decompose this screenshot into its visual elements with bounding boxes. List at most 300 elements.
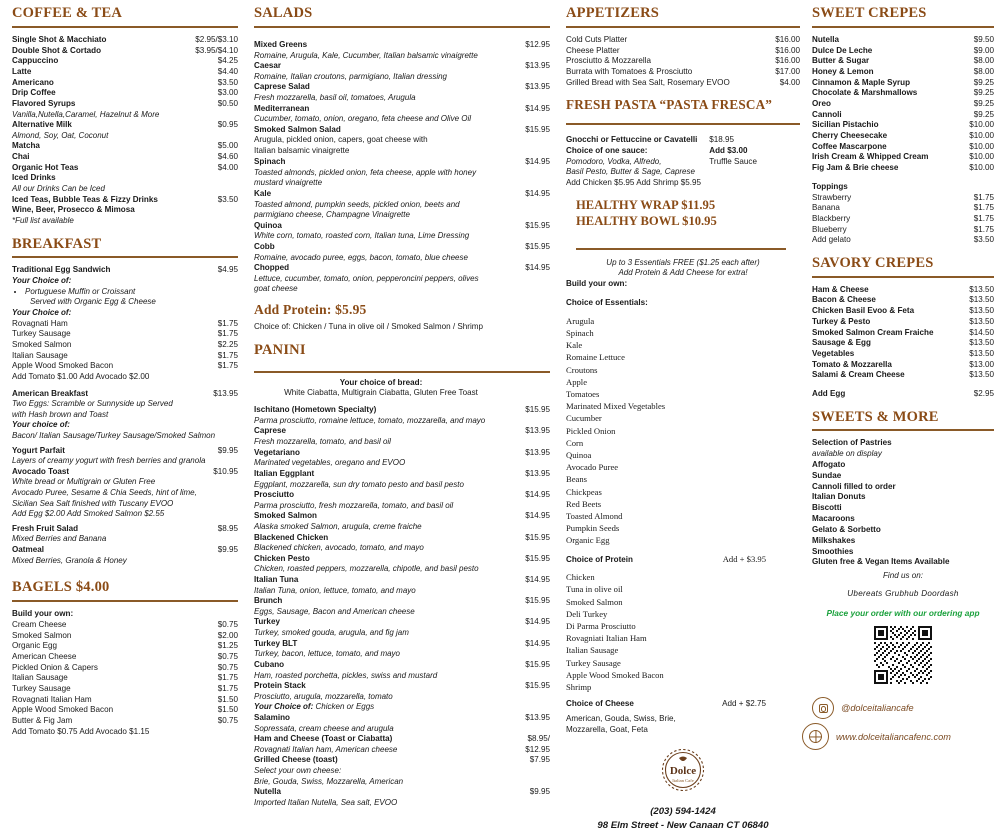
essentials-note-2: Add Protein & Add Cheese for extra! xyxy=(618,268,748,278)
item-name: Smoked Salmon xyxy=(12,630,72,640)
item-price: $9.00 xyxy=(973,45,994,55)
menu-row xyxy=(566,35,800,46)
menu-row xyxy=(12,340,238,351)
item-price: $15.95 xyxy=(525,241,550,251)
truffle-add-price: Add $3.00 xyxy=(709,145,748,155)
protein-choice-options: Chicken or Eggs xyxy=(313,702,375,712)
item-name: Nutella xyxy=(254,787,281,797)
menu-row xyxy=(812,120,994,131)
item-price: $1.75 xyxy=(217,318,238,328)
menu-row xyxy=(12,319,238,330)
item-price: $1.75 xyxy=(217,329,238,339)
item-description: Italian Tuna, onion, lettuce, tomato, and mayo xyxy=(254,585,416,595)
menu-row xyxy=(254,734,550,745)
menu-row xyxy=(812,295,994,306)
healthy-bowl-price: HEALTHY BOWL $10.95 xyxy=(576,214,717,229)
menu-row xyxy=(254,104,550,115)
item-name: Caesar xyxy=(254,61,282,71)
item-description: mustard vinaigrette xyxy=(254,178,323,188)
menu-row xyxy=(12,88,238,99)
item-name: Blueberry xyxy=(812,224,847,234)
divider xyxy=(812,429,994,431)
list-item: Chickpeas xyxy=(566,486,602,497)
list-item: Deli Turkey xyxy=(566,608,608,619)
item-name: Chicken Basil Evoo & Feta xyxy=(812,306,915,316)
item-price: $4.60 xyxy=(217,152,238,162)
item-price: $3.95/$4.10 xyxy=(195,45,238,55)
item-price: $14.95 xyxy=(525,574,550,584)
item-price: $12.95 xyxy=(525,39,550,49)
menu-row xyxy=(12,673,238,684)
item-price: $15.95 xyxy=(525,405,550,415)
item-price: $4.40 xyxy=(217,66,238,76)
menu-row xyxy=(254,221,550,232)
menu-row xyxy=(812,235,994,246)
menu-row xyxy=(812,152,994,163)
list-item: Italian Donuts xyxy=(812,492,866,502)
item-price: $9.25 xyxy=(973,77,994,87)
item-name: Banana xyxy=(812,203,840,213)
item-name: Rovagnati Ham xyxy=(12,318,68,328)
address: 98 Elm Street - New Canaan CT 06840 xyxy=(597,820,769,831)
sauce-options-line1: Pomodoro, Vodka, Alfredo, xyxy=(566,156,662,166)
sweet-crepes-list xyxy=(812,35,994,174)
divider xyxy=(576,248,786,250)
divider xyxy=(254,26,550,28)
item-description: Chicken, roasted peppers, mozzarella, chipotle, and basil pesto xyxy=(254,564,479,574)
menu-row xyxy=(12,163,238,174)
item-price: $1.75 xyxy=(217,683,238,693)
item-price: $3.50 xyxy=(973,235,994,245)
item-price: $10.00 xyxy=(969,141,994,151)
item-price: $9.25 xyxy=(973,109,994,119)
item-description: Brie, Gouda, Swiss, Mozzarella, American xyxy=(254,776,404,786)
item-name: Cherry Cheesecake xyxy=(812,130,888,140)
list-item: Marinated Mixed Vegetables xyxy=(566,401,666,412)
qr-code-image[interactable] xyxy=(874,626,932,684)
item-price-secondary: $12.95 xyxy=(525,744,550,754)
item-name: Burrata with Tomatoes & Prosciutto xyxy=(566,66,693,76)
item-description: Prosciutto, arugula, mozzarella, tomato xyxy=(254,691,393,701)
item-price: $13.95 xyxy=(525,447,550,457)
section-title-bagels: BAGELS $4.00 xyxy=(12,579,110,596)
menu-row xyxy=(12,467,238,478)
healthy-wrap-price: HEALTHY WRAP $11.95 xyxy=(576,198,716,213)
item-name: Chopped xyxy=(254,263,290,273)
item-price: $14.50 xyxy=(969,327,994,337)
menu-row xyxy=(812,99,994,110)
menu-row xyxy=(812,389,994,400)
menu-row xyxy=(254,426,550,437)
menu-row xyxy=(254,617,550,628)
menu-row xyxy=(812,142,994,153)
menu-row xyxy=(812,328,994,339)
section-title-savory-crepes: SAVORY CREPES xyxy=(812,254,934,271)
item-description: Bacon/ Italian Sausage/Turkey Sausage/Smoked Salmon xyxy=(12,431,216,441)
item-name: Organic Egg xyxy=(12,641,57,651)
list-item: • Portuguese Muffin or Croissant xyxy=(25,287,238,298)
menu-row xyxy=(12,99,238,110)
sauce-options-line2: Basil Pesto, Butter & Sage, Caprese xyxy=(566,167,695,177)
item-name: Mixed Greens xyxy=(254,39,308,49)
item-price: $14.95 xyxy=(525,263,550,273)
menu-row xyxy=(254,745,550,756)
item-name: Caprese xyxy=(254,426,286,436)
item-name: Cannoli xyxy=(812,109,842,119)
menu-row xyxy=(12,35,238,46)
list-item: Pumpkin Seeds xyxy=(566,523,620,534)
menu-row xyxy=(12,716,238,727)
item-description: Toasted almonds, pickled onion, feta cheese, apple with honey xyxy=(254,167,477,177)
divider xyxy=(566,123,800,125)
item-name: Smoked Salmon Cream Fraiche xyxy=(812,327,934,337)
item-name: Vegetariano xyxy=(254,447,300,457)
sweets-list xyxy=(812,460,994,568)
item-description: Toasted almond, pumpkin seeds, pickled onion, beets and xyxy=(254,199,460,209)
item-name: Smoked Salmon xyxy=(12,339,72,349)
item-description: Almond, Soy, Oat, Coconut xyxy=(12,130,109,140)
column-salads-panini xyxy=(248,0,558,807)
item-price: $10.95 xyxy=(213,466,238,476)
item-description: Two Eggs: Scramble or Sunnyside up Served xyxy=(12,399,173,409)
protein-choice-row xyxy=(566,553,800,566)
menu-row xyxy=(12,173,238,184)
item-name: Spinach xyxy=(254,157,286,167)
menu-row xyxy=(12,46,238,57)
coffee-items-list xyxy=(12,35,238,227)
menu-row xyxy=(12,265,238,276)
menu-row xyxy=(12,524,238,535)
item-price: $4.95 xyxy=(217,265,238,275)
menu-row xyxy=(254,263,550,274)
item-name: Cold Cuts Platter xyxy=(566,34,628,44)
menu-row xyxy=(12,545,238,556)
item-price: $15.95 xyxy=(525,681,550,691)
item-name: Turkey xyxy=(254,617,280,627)
item-price: $9.25 xyxy=(973,98,994,108)
item-description: parmigiano cheese, Champagne Vinaigrette xyxy=(254,210,410,220)
list-item: Smoked Salmon xyxy=(566,596,623,607)
item-price: $10.00 xyxy=(969,130,994,140)
item-price: $0.75 xyxy=(217,662,238,672)
menu-row xyxy=(254,533,550,544)
list-item: Pickled Onion xyxy=(566,425,616,436)
item-name: Nutella xyxy=(812,34,839,44)
item-name: Matcha xyxy=(12,141,40,151)
salads-list xyxy=(254,40,550,295)
item-price: $3.00 xyxy=(217,88,238,98)
item-name: Italian Tuna xyxy=(254,574,299,584)
item-name: Ischitano (Hometown Specialty) xyxy=(254,405,377,415)
menu-row xyxy=(254,575,550,586)
choice-label: Your choice of: xyxy=(12,420,70,430)
list-item: Cannoli filled to order xyxy=(812,481,896,491)
item-name: Tomato & Mozzarella xyxy=(812,359,892,369)
website-link[interactable] xyxy=(802,723,994,750)
svg-text:Dolce: Dolce xyxy=(669,764,697,777)
pasta-main-item: Gnocchi or Fettuccine or Cavatelli xyxy=(566,134,698,144)
item-description: with Hash brown and Toast xyxy=(12,409,109,419)
item-description: Blackened chicken, avocado, tomato, and mayo xyxy=(254,543,424,553)
list-item: Romaine Lettuce xyxy=(566,352,625,363)
menu-row xyxy=(812,360,994,371)
item-name: Vegetables xyxy=(812,348,855,358)
item-price: $13.50 xyxy=(969,284,994,294)
item-description: Lettuce, cucumber, tomato, onion, pepperoncini peppers, olives xyxy=(254,273,479,283)
item-price: $9.95 xyxy=(217,544,238,554)
menu-row xyxy=(12,620,238,631)
menu-row xyxy=(812,193,994,204)
item-price: $13.50 xyxy=(969,338,994,348)
item-name: Smoked Salmon Salad xyxy=(254,124,341,134)
item-price: $1.75 xyxy=(217,350,238,360)
item-name: Cream Cheese xyxy=(12,619,67,629)
item-price: $4.25 xyxy=(217,56,238,66)
menu-row xyxy=(812,67,994,78)
item-price: $4.00 xyxy=(779,77,800,87)
item-description: Arugula, pickled onion, capers, goat cheese with xyxy=(254,135,428,145)
item-description: Romaine, Italian croutons, parmigiano, Italian dressing xyxy=(254,71,447,81)
footnote: *Full list available xyxy=(12,215,74,225)
qr-code[interactable] xyxy=(812,626,994,689)
menu-row xyxy=(812,35,994,46)
menu-row xyxy=(254,639,550,650)
item-price: $14.95 xyxy=(525,490,550,500)
appetizers-list xyxy=(566,35,800,88)
menu-row xyxy=(254,469,550,480)
item-name: Bacon & Cheese xyxy=(812,295,876,305)
pastries-note: available on display xyxy=(812,449,882,459)
item-description: goat cheese xyxy=(254,284,298,294)
bagel-addons-list xyxy=(12,620,238,727)
item-price: $3.50 xyxy=(217,194,238,204)
pastries-item: Selection of Pastries xyxy=(812,438,892,448)
toppings-label: Toppings xyxy=(812,181,848,191)
item-price: $4.00 xyxy=(217,162,238,172)
item-name: Italian Eggplant xyxy=(254,468,315,478)
phone-number[interactable]: (203) 594-1424 xyxy=(650,805,716,817)
divider xyxy=(12,256,238,258)
menu-row xyxy=(12,684,238,695)
menu-row xyxy=(12,695,238,706)
menu-row xyxy=(812,163,994,174)
column-appetizers-pasta-build xyxy=(558,0,806,831)
item-price: $2.95 xyxy=(973,388,994,398)
item-name: Chocolate & Marshmallows xyxy=(812,88,918,98)
item-description: Sopressata, cream cheese and arugula xyxy=(254,723,394,733)
item-price: $8.95/ xyxy=(527,734,550,744)
list-item: Apple xyxy=(566,376,588,387)
menu-row xyxy=(812,370,994,381)
item-description: Parma prosciutto, romaine lettuce, tomato, mozzarella, and mayo xyxy=(254,415,486,425)
item-name: Double Shot & Cortado xyxy=(12,45,102,55)
logo xyxy=(566,746,800,801)
item-description: Avocado Puree, Sesame & Chia Seeds, hint of lime, xyxy=(12,488,197,497)
list-item: Corn xyxy=(566,437,584,448)
item-price: $16.00 xyxy=(775,56,800,66)
item-description: White bread or Multigrain or Gluten Free xyxy=(12,477,156,487)
menu-row xyxy=(254,40,550,51)
item-name: Drip Coffee xyxy=(12,88,56,98)
section-title-appetizers: APPETIZERS xyxy=(566,5,660,21)
item-price: $15.95 xyxy=(525,124,550,134)
item-name: Iced Teas, Bubble Teas & Fizzy Drinks xyxy=(12,194,158,204)
list-item: Gluten free & Vegan Items Available xyxy=(812,557,950,567)
menu-row xyxy=(812,225,994,236)
item-name: Strawberry xyxy=(812,192,852,202)
list-item: Chicken xyxy=(566,572,595,583)
item-price: $0.95 xyxy=(217,120,238,130)
instagram-icon xyxy=(812,697,834,719)
list-item: Sundae xyxy=(812,470,842,480)
item-name: Dulce De Leche xyxy=(812,45,873,55)
item-price: $13.50 xyxy=(969,348,994,358)
item-name: Organic Hot Teas xyxy=(12,162,79,172)
item-description: Eggplant, mozzarella, sun dry tomato pesto and basil pesto xyxy=(254,479,464,489)
item-price: $9.50 xyxy=(973,34,994,44)
menu-row xyxy=(812,349,994,360)
addon-note: Add Tomato $1.00 Add Avocado $2.00 xyxy=(12,371,150,381)
list-item: Turkey Sausage xyxy=(566,657,621,668)
menu-row xyxy=(566,46,800,57)
menu-row xyxy=(12,361,238,372)
column-coffee-breakfast-bagels xyxy=(0,0,248,744)
item-description: Turkey, bacon, lettuce, tomato, and mayo xyxy=(254,649,400,659)
item-description: Ham, roasted porchetta, pickles, swiss and mustard xyxy=(254,670,438,680)
item-name: Mediterranean xyxy=(254,103,310,113)
item-name: Fresh Fruit Salad xyxy=(12,523,79,533)
item-description: Sicilian Sea Salt finished with Tuscany EVOO xyxy=(12,498,174,508)
item-description: White corn, tomato, roasted corn, Italian tuna, Lime Dressing xyxy=(254,231,470,241)
cheese-label: Choice of Cheese xyxy=(566,699,634,709)
item-description: Turkey, smoked gouda, arugula, and fig jam xyxy=(254,628,409,638)
item-name: Quinoa xyxy=(254,220,282,230)
menu-row xyxy=(12,446,238,457)
item-price: $1.50 xyxy=(217,705,238,715)
bullet-subline: Served with Organic Egg & Cheese xyxy=(30,297,156,307)
list-item: Italian Sausage xyxy=(566,645,619,656)
list-item: Di Parma Prosciutto xyxy=(566,621,636,632)
menu-row xyxy=(812,317,994,328)
list-item: Beans xyxy=(566,474,588,485)
list-item: Apple Wood Smoked Bacon xyxy=(566,669,664,680)
item-price: $13.95 xyxy=(213,388,238,398)
item-name: Wine, Beer, Prosecco & Mimosa xyxy=(12,205,135,215)
item-price: $13.50 xyxy=(969,370,994,380)
item-name: Caprese Salad xyxy=(254,82,310,92)
menu-row xyxy=(812,203,994,214)
menu-row xyxy=(254,82,550,93)
menu-row xyxy=(812,78,994,89)
divider xyxy=(254,371,550,373)
item-price: $1.75 xyxy=(973,203,994,213)
section-title-salads: SALADS xyxy=(254,5,313,21)
item-description: Fresh mozzarella, basil oil, tomatoes, Arugula xyxy=(254,93,416,103)
item-price: $0.50 xyxy=(217,98,238,108)
list-item: Croutons xyxy=(566,364,598,375)
item-price: $8.00 xyxy=(973,66,994,76)
divider xyxy=(12,600,238,602)
divider xyxy=(12,26,238,28)
item-name: Kale xyxy=(254,188,272,198)
menu-row xyxy=(12,389,238,400)
item-price: $15.95 xyxy=(525,532,550,542)
item-price: $0.75 xyxy=(217,651,238,661)
menu-row xyxy=(12,705,238,716)
savory-crepes-list xyxy=(812,285,994,381)
item-name: Oatmeal xyxy=(12,544,44,554)
item-price: $1.75 xyxy=(973,224,994,234)
menu-row xyxy=(812,338,994,349)
item-name: Salamino xyxy=(254,712,290,722)
item-name: Italian Sausage xyxy=(12,350,68,360)
list-item: Cucumber xyxy=(566,413,602,424)
section-title-sweets-more: SWEETS & MORE xyxy=(812,408,939,425)
item-name: Iced Drinks xyxy=(12,173,56,183)
pasta-block xyxy=(566,135,800,189)
pasta-addons: Add Chicken $5.95 Add Shrimp $5.95 xyxy=(566,177,701,187)
delivery-apps: Ubereats Grubhub Doordash xyxy=(847,589,959,599)
list-item: Gelato & Sorbetto xyxy=(812,524,881,534)
item-name: American Cheese xyxy=(12,651,77,661)
menu-row xyxy=(566,78,800,89)
list-item: Arugula xyxy=(566,315,595,326)
item-name: Alternative Milk xyxy=(12,120,72,130)
item-name: Turkey Sausage xyxy=(12,329,71,339)
instagram-link[interactable] xyxy=(812,697,994,719)
item-name: Coffee Mascarpone xyxy=(812,141,887,151)
choice-label: Your Choice of: xyxy=(12,307,72,317)
menu-row xyxy=(12,120,238,131)
protein-add-price: Add + $3.95 xyxy=(722,553,766,564)
item-price: $15.95 xyxy=(525,553,550,563)
social-links xyxy=(812,697,994,750)
menu-row xyxy=(254,554,550,565)
add-protein-description: Choice of: Chicken / Tuna in olive oil / Smoked Salmon / Shrimp xyxy=(254,321,483,331)
item-description: Romaine, avocado puree, eggs, bacon, tomato, blue cheese xyxy=(254,252,468,262)
item-name: Cobb xyxy=(254,241,275,251)
item-name: Chai xyxy=(12,152,30,162)
menu-row xyxy=(254,242,550,253)
list-item: Spinach xyxy=(566,327,594,338)
item-name: Prosciutto xyxy=(254,490,295,500)
addon-note: Add Tomato $0.75 Add Avocado $1.15 xyxy=(12,726,150,736)
section-title-sweet-crepes: SWEET CREPES xyxy=(812,5,927,21)
section-title-breakfast: BREAKFAST xyxy=(12,235,102,252)
item-description: Parma prosciutto, fresh mozzarella, tomato, and basil oil xyxy=(254,500,454,510)
menu-row xyxy=(12,631,238,642)
cheese-options-line1: American, Gouda, Swiss, Brie, xyxy=(566,713,676,723)
item-name: Grilled Cheese (toast) xyxy=(254,755,338,765)
item-description: All our Drinks Can be Iced xyxy=(12,184,105,194)
item-price: $13.95 xyxy=(525,712,550,722)
item-description: Add Egg $2.00 Add Smoked Salmon $2.55 xyxy=(12,509,165,519)
item-name: Oreo xyxy=(812,98,831,108)
bread-options: White Ciabatta, Multigrain Ciabatta, Gluten Free Toast xyxy=(284,388,478,398)
essentials-note-1: Up to 3 Essentials FREE ($1.25 each after) xyxy=(606,257,760,267)
item-name: Italian Sausage xyxy=(12,673,68,683)
item-price: $0.75 xyxy=(217,715,238,725)
item-price: $9.25 xyxy=(973,88,994,98)
column-crepes-sweets xyxy=(806,0,1002,744)
item-price: $10.00 xyxy=(969,152,994,162)
item-price: $2.95/$3.10 xyxy=(195,34,238,44)
instagram-handle: @dolceitaliancafe xyxy=(841,703,914,714)
item-price: $1.75 xyxy=(217,673,238,683)
menu-row xyxy=(812,306,994,317)
item-name: Flavored Syrups xyxy=(12,98,76,108)
item-price: $13.50 xyxy=(969,295,994,305)
